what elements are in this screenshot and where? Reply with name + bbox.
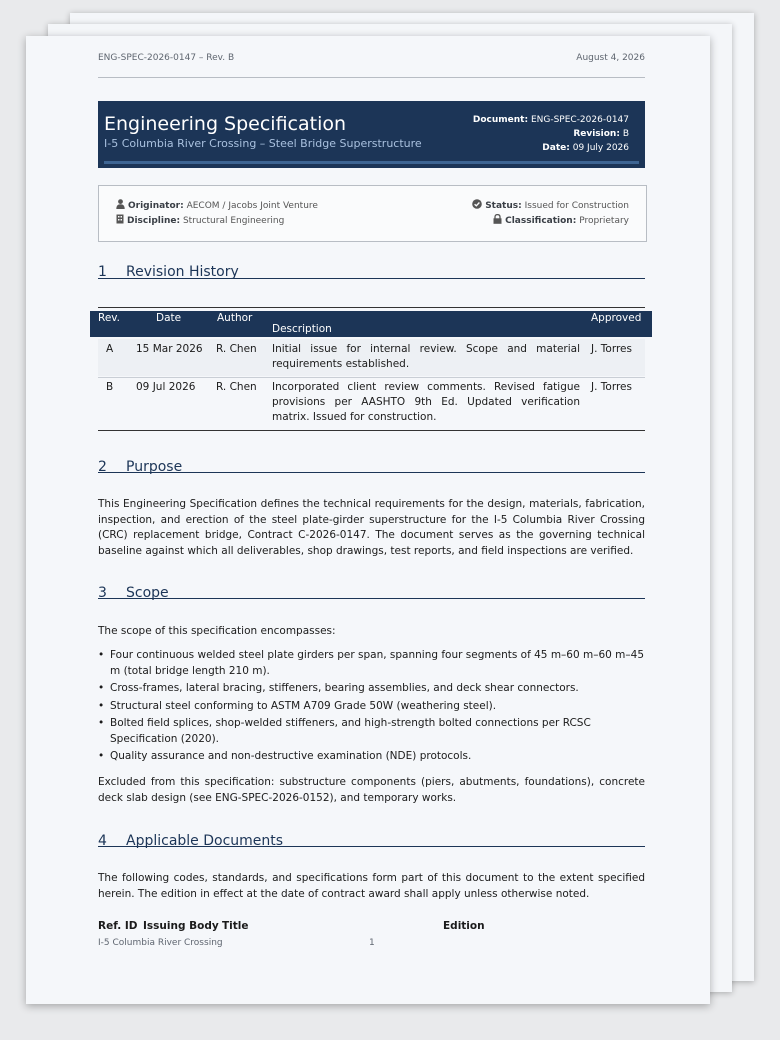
- cell-approved: J. Torres: [591, 381, 632, 393]
- scope-list: [98, 648, 645, 767]
- purpose-paragraph: This Engineering Specification defines the technical requirements for the design, materials, fabrication, inspection, and erection of the steel plate-girder superstructure for the I-5 Columbia River Crossing (CRC) replacement bridge, Contract C-2026-0147. The document serves as the governing technical baseline against which all deliverables, shop drawings, test reports, and field inspections are verified.: [98, 498, 645, 557]
- col-header-approved: Approved: [591, 312, 642, 324]
- scope-intro: The scope of this specification encompasses:: [98, 625, 336, 637]
- section-rule: [98, 278, 645, 279]
- document-meta: [473, 113, 629, 155]
- list-item: • Bolted field splices, shop-welded stiffeners, and high-strength bolted connections per RCSC Specification (2020).: [98, 716, 645, 747]
- document-title: Engineering Specification: [104, 113, 347, 135]
- table-top-rule: [98, 307, 645, 308]
- originator-line: [116, 199, 318, 211]
- section-heading-purpose: 2 Purpose: [98, 459, 183, 475]
- revision-label: Revision:: [573, 129, 620, 139]
- revision-table-header: [90, 311, 652, 337]
- lock-icon: [493, 214, 502, 224]
- scope-exclusions: Excluded from this specification: substructure components (piers, abutments, foundations), concrete deck slab design (see ENG-SPEC-2026-0152), and temporary works.: [98, 776, 645, 804]
- status-label: Status:: [485, 201, 522, 211]
- col-header-author: Author: [217, 312, 253, 324]
- list-item: • Structural steel conforming to ASTM A709 Grade 50W (weathering steel).: [98, 699, 645, 715]
- discipline-label: Discipline:: [127, 216, 181, 226]
- banner-stripe: [104, 161, 639, 164]
- document-number: ENG-SPEC-2026-0147: [530, 115, 629, 125]
- col-header-date: Date: [156, 312, 182, 324]
- cell-date: 09 Jul 2026: [136, 381, 196, 393]
- section-heading-scope: 3 Scope: [98, 585, 169, 601]
- table-row: [98, 377, 645, 430]
- status-value: Issued for Construction: [524, 201, 629, 211]
- building-icon: [116, 214, 124, 224]
- running-header: [98, 53, 645, 63]
- date-label: Date:: [542, 143, 570, 153]
- col-header-rev: Rev.: [98, 312, 121, 324]
- document-subtitle: I-5 Columbia River Crossing – Steel Bridge Superstructure: [104, 137, 422, 150]
- page-footer: [98, 938, 645, 948]
- running-header-doc-id: ENG-SPEC-2026-0147 – Rev. B: [98, 53, 235, 63]
- classification-label: Classification:: [505, 216, 577, 226]
- check-circle-icon: [472, 199, 482, 209]
- page-number: 1: [369, 938, 375, 948]
- header-rule: [98, 77, 645, 78]
- col-header-edition: Edition: [443, 920, 485, 932]
- section-heading-revision-history: 1 Revision History: [98, 264, 239, 280]
- footer-project: I-5 Columbia River Crossing: [98, 938, 223, 948]
- discipline-line: [116, 214, 284, 226]
- originator-label: Originator:: [128, 201, 184, 211]
- revision-value: B: [622, 129, 629, 139]
- cell-description: Initial issue for internal review. Scope and material requirements established.: [272, 343, 580, 370]
- applicable-documents-paragraph: The following codes, standards, and specifications form part of this document to the extent specified herein. The edition in effect at the date of contract award shall apply unless otherwise noted.: [98, 872, 645, 900]
- col-header-ref-id: Ref. ID: [98, 920, 138, 932]
- col-header-issuing-body: Issuing Body: [143, 920, 219, 932]
- list-item: • Cross-frames, lateral bracing, stiffeners, bearing assemblies, and deck shear connectors.: [98, 681, 645, 697]
- classification-line: [493, 214, 629, 226]
- originator-value: AECOM / Jacobs Joint Venture: [186, 201, 318, 211]
- cell-rev: A: [106, 343, 114, 355]
- list-item: • Quality assurance and non-destructive examination (NDE) protocols.: [98, 749, 645, 765]
- running-header-date: August 4, 2026: [576, 53, 645, 63]
- section-heading-applicable-documents: 4 Applicable Documents: [98, 833, 284, 849]
- status-line: [472, 199, 629, 211]
- cell-approved: J. Torres: [591, 343, 632, 355]
- person-icon: [116, 199, 125, 209]
- cell-rev: B: [106, 381, 114, 393]
- section-rule: [98, 472, 645, 473]
- list-item: • Four continuous welded steel plate girders per span, spanning four segments of 45 m–60 m–60 m–45 m (total bridge length 210 m).: [98, 648, 645, 679]
- document-page: [26, 36, 710, 1004]
- table-row: [98, 339, 645, 376]
- cell-date: 15 Mar 2026: [136, 343, 203, 355]
- discipline-value: Structural Engineering: [182, 216, 285, 226]
- cell-author: R. Chen: [216, 381, 257, 393]
- date-value: 09 July 2026: [572, 143, 629, 153]
- table-bottom-rule: [98, 430, 645, 431]
- section-rule: [98, 598, 645, 599]
- cell-description: Incorporated client review comments. Revised fatigue provisions per AASHTO 9th Ed. Updated verification matrix. Issued for construction.: [272, 381, 580, 423]
- col-header-title: Title: [222, 920, 249, 932]
- section-rule: [98, 846, 645, 847]
- classification-value: Proprietary: [579, 216, 629, 226]
- col-header-description: Description: [272, 323, 332, 335]
- info-box: [98, 185, 647, 242]
- document-label: Document:: [472, 115, 529, 125]
- title-banner: [98, 101, 645, 168]
- cell-author: R. Chen: [216, 343, 257, 355]
